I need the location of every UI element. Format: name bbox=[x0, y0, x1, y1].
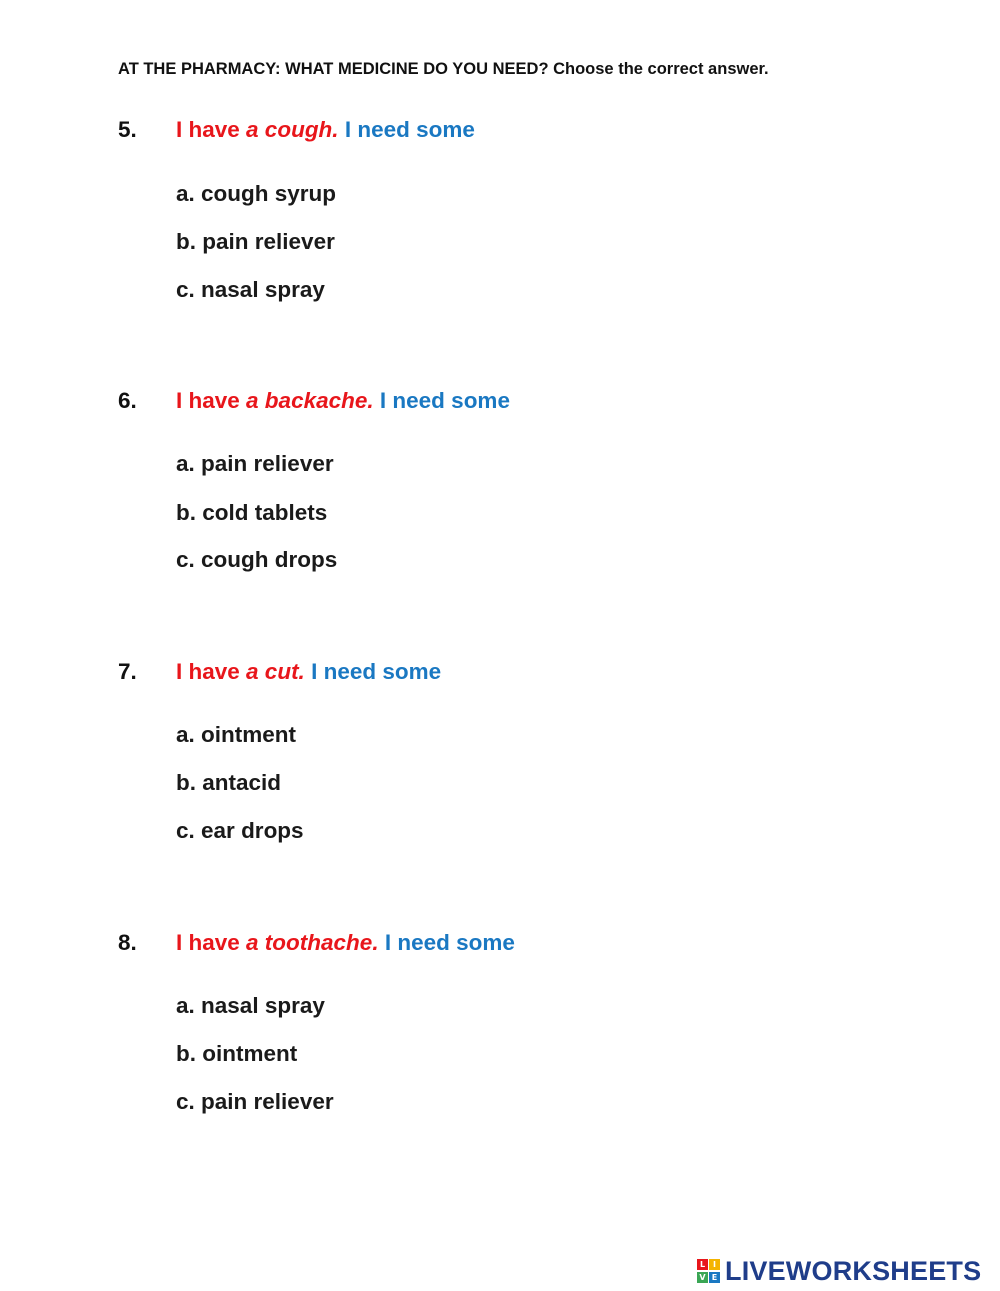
stem-ailment: a cut. bbox=[246, 659, 305, 684]
stem-red: I have a cough. bbox=[176, 117, 339, 142]
answer-option[interactable]: b. pain reliever bbox=[176, 229, 335, 254]
stem-red: I have a cut. bbox=[176, 659, 305, 684]
answer-option[interactable]: a. nasal spray bbox=[176, 993, 325, 1018]
stem-blue: I need some bbox=[379, 388, 510, 413]
answer-option[interactable]: c. pain reliever bbox=[176, 1089, 334, 1114]
answer-option[interactable]: c. nasal spray bbox=[176, 277, 325, 302]
logo-blocks-icon: L I V E bbox=[697, 1257, 723, 1285]
stem-ailment: a backache. bbox=[246, 388, 374, 413]
stem-blue: I need some bbox=[311, 659, 442, 684]
stem-red: I have a toothache. bbox=[176, 930, 379, 955]
answer-option[interactable]: b. antacid bbox=[176, 770, 282, 795]
answer-option[interactable]: b. ointment bbox=[176, 1041, 298, 1066]
worksheet-title: AT THE PHARMACY: WHAT MEDICINE DO YOU NEED? Choose the correct answer. bbox=[118, 60, 769, 78]
stem-blue: I need some bbox=[344, 117, 475, 142]
question-number: 8. bbox=[118, 930, 137, 955]
answer-option[interactable]: c. cough drops bbox=[176, 547, 338, 572]
question-stem bbox=[176, 930, 515, 956]
answer-option[interactable]: b. cold tablets bbox=[176, 500, 328, 525]
question-number: 7. bbox=[118, 659, 137, 684]
answer-option[interactable]: a. cough syrup bbox=[176, 181, 337, 206]
stem-ailment: a toothache. bbox=[246, 930, 379, 955]
answer-option[interactable]: a. ointment bbox=[176, 722, 297, 747]
question-number: 5. bbox=[118, 117, 137, 142]
question-number: 6. bbox=[118, 388, 137, 413]
question-stem bbox=[176, 388, 510, 414]
answer-option[interactable]: a. pain reliever bbox=[176, 451, 334, 476]
answer-option[interactable]: c. ear drops bbox=[176, 818, 304, 843]
liveworksheets-logo bbox=[697, 1254, 981, 1288]
stem-red: I have a backache. bbox=[176, 388, 374, 413]
stem-blue: I need some bbox=[384, 930, 515, 955]
stem-ailment: a cough. bbox=[246, 117, 339, 142]
logo-text: LIVEWORKSHEETS bbox=[725, 1255, 982, 1286]
question-stem bbox=[176, 659, 441, 685]
question-stem bbox=[176, 117, 475, 143]
